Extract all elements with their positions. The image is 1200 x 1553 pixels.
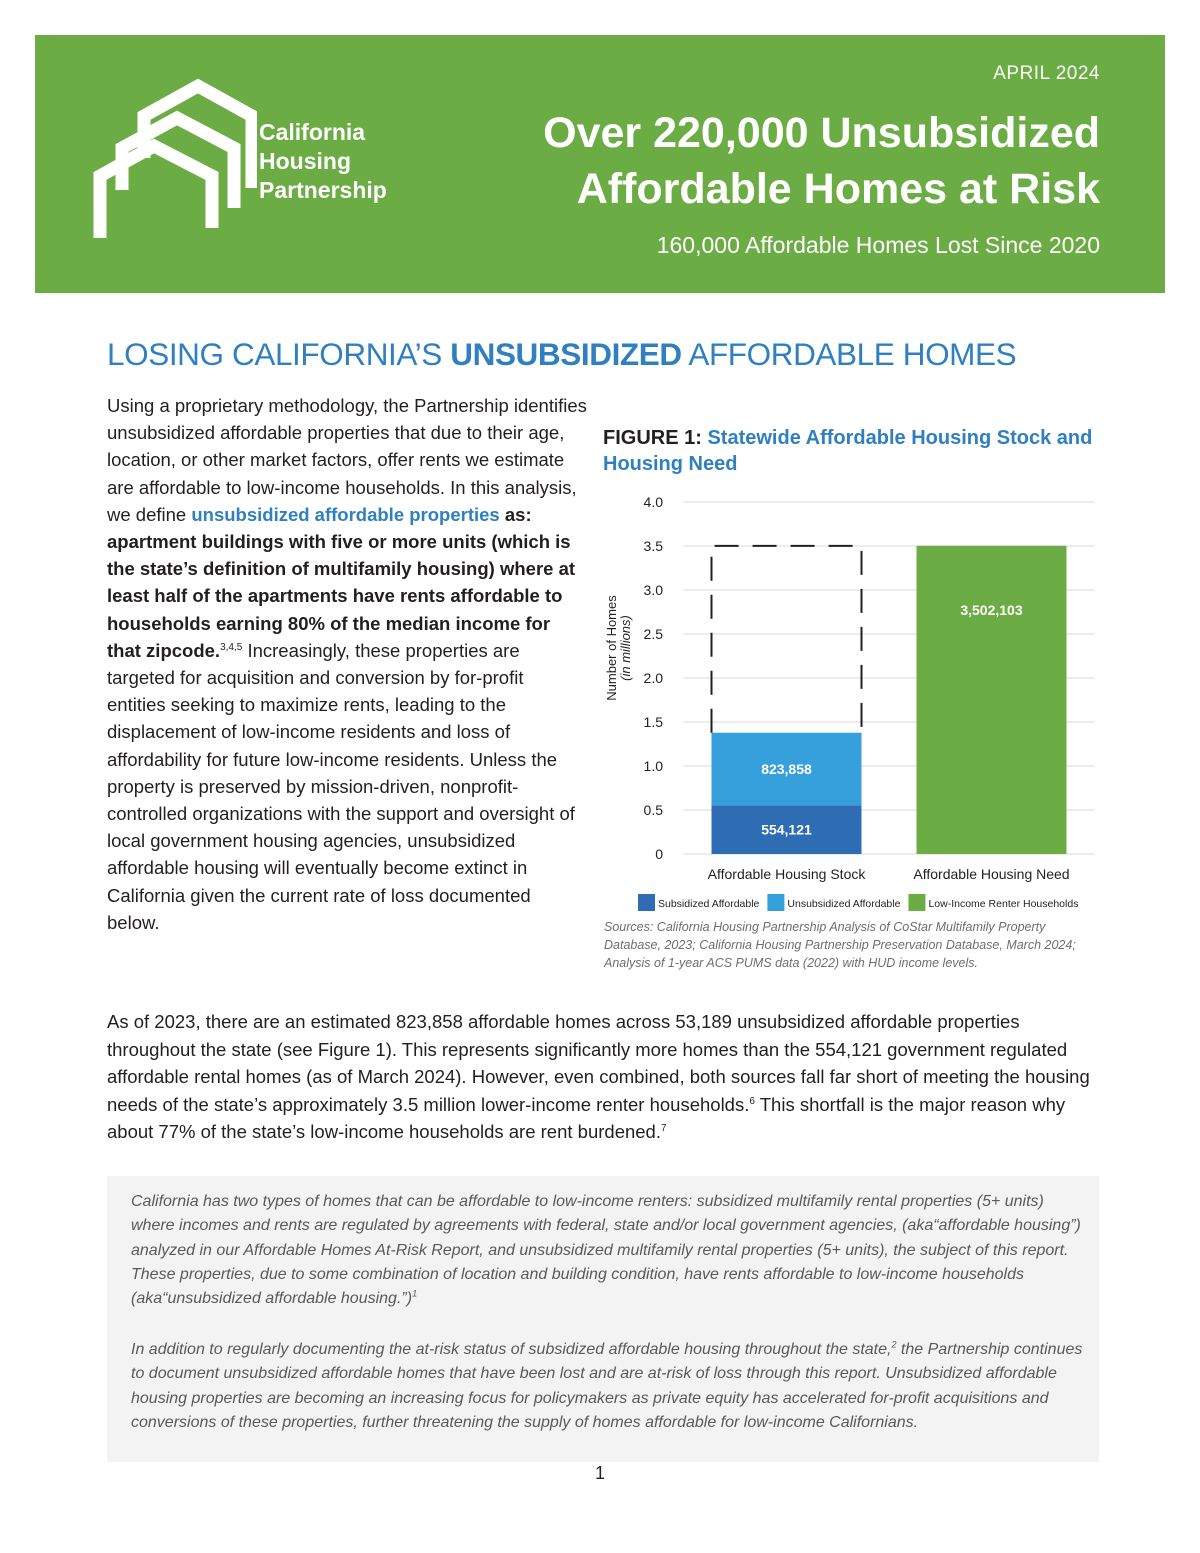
intro-text: Increasingly, these properties are targeted for acquisition and conversion by for-profit entities seeking to maximize rents, leading to the displacement of low-income residents and loss of affordability for future low-income residents. Unless the property is preserved by mission-driven, nonprofit-controlled organizations with the support and oversight of local government housing agencies, unsubsidized affordable housing will eventually become extinct in California given the current rate of loss documented below. bbox=[107, 639, 575, 933]
org-name-line: Partnership bbox=[259, 177, 387, 203]
y-tick-label: 1.5 bbox=[643, 714, 663, 730]
callout-paragraph bbox=[131, 1190, 1086, 1311]
bar-data-label: 554,121 bbox=[761, 821, 812, 838]
y-axis-label: Number of Homes bbox=[604, 595, 619, 701]
y-tick-label: 1.0 bbox=[643, 758, 663, 774]
need-gap-outline bbox=[712, 546, 862, 733]
footnote-ref: 3,4,5 bbox=[220, 641, 243, 653]
org-name bbox=[259, 118, 387, 205]
figure-title bbox=[603, 425, 1093, 477]
title-line: Over 220,000 Unsubsidized bbox=[543, 109, 1100, 157]
y-tick-label: 3.0 bbox=[643, 582, 663, 598]
callout-paragraph bbox=[131, 1338, 1086, 1435]
x-tick-label: Affordable Housing Stock bbox=[707, 866, 866, 882]
heading-part: LOSING CALIFORNIA’S bbox=[107, 336, 451, 372]
callout-text: the Partnership continues to document unsubsidized affordable homes that have been lost and are at-risk of loss through this report. Unsubsidized affordable housing properties are becoming an increasing focus for policymakers as private equity has accelerated for-profit acquisitions and conversions of these properties, further threatening the supply of homes affordable for low-income Californians. bbox=[131, 1341, 1083, 1431]
chart-bars bbox=[712, 546, 1067, 854]
bar-data-label: 3,502,103 bbox=[960, 601, 1023, 618]
y-tick-label: 2.0 bbox=[643, 670, 663, 686]
y-axis-sublabel: (in millions) bbox=[618, 615, 633, 681]
y-tick-label: 0.5 bbox=[643, 802, 663, 818]
chart-legend bbox=[638, 894, 1078, 911]
chart-y-ticks bbox=[644, 494, 664, 862]
legend-swatch bbox=[908, 894, 925, 911]
bar-data-label: 823,858 bbox=[761, 760, 812, 777]
callout-box bbox=[107, 1176, 1099, 1462]
org-name-line: Housing bbox=[259, 148, 351, 174]
page-number: 1 bbox=[594, 1463, 605, 1483]
legend-swatch bbox=[767, 894, 784, 911]
body-text: This shortfall is the major reason why about 77% of the state’s low-income households are rent burdened. bbox=[107, 1093, 1066, 1142]
chart-x-labels bbox=[708, 866, 1070, 882]
legend-swatch bbox=[638, 894, 655, 911]
report-subtitle: 160,000 Affordable Homes Lost Since 2020 bbox=[656, 232, 1100, 258]
y-tick-label: 4.0 bbox=[643, 494, 663, 510]
house-logo-icon bbox=[92, 78, 257, 243]
callout-text: In addition to regularly documenting the at-risk status of subsidized affordable housing throughout the state, bbox=[131, 1341, 892, 1358]
bar-segment bbox=[917, 546, 1067, 854]
figure-sources: Sources: California Housing Partnership Analysis of CoStar Multifamily Property Database, 2023; California Housing Partnership Preservation Database, March 2024; Analysis of 1-year ACS PUMS data (2022) with HUD income levels. bbox=[604, 920, 1076, 970]
report-date: APRIL 2024 bbox=[993, 63, 1100, 84]
legend-label: Low-Income Renter Households bbox=[928, 898, 1079, 910]
y-tick-label: 3.5 bbox=[643, 538, 663, 554]
x-tick-label: Affordable Housing Need bbox=[913, 866, 1070, 882]
intro-text: Using a proprietary methodology, the Partnership identifies unsubsidized affordable properties that due to their age, location, or other market factors, offer rents we estimate are affordable to low-income households. In this analysis, we define bbox=[107, 395, 587, 525]
report-title bbox=[543, 105, 1100, 217]
figure-caption: Statewide Affordable Housing Stock and Housing Need bbox=[603, 427, 1093, 475]
heading-part: AFFORDABLE HOMES bbox=[681, 336, 1017, 372]
org-name-line: California bbox=[259, 119, 366, 145]
title-line: Affordable Homes at Risk bbox=[576, 165, 1100, 213]
stacked-bar-chart bbox=[596, 488, 1101, 913]
intro-paragraph bbox=[107, 392, 587, 936]
callout-text: California has two types of homes that can be affordable to low-income renters: subsidized multifamily rental properties (5+ units) where incomes and rents are regulated by agreements with federal, state and/or local government agencies, (aka“affordable housing”) analyzed in our Affordable Homes At-Risk Report, and unsubsidized multifamily rental properties (5+ units), the subject of this report. These properties, due to some combination of location and building condition, have rents affordable to low-income households (aka“unsubsidized affordable housing.”) bbox=[131, 1193, 1081, 1308]
body-text: As of 2023, there are an estimated 823,858 affordable homes across 53,189 unsubsidized affordable properties throughout the state (see Figure 1). This represents significantly more homes than the 554,121 government regulated affordable rental homes (as of March 2024). However, even combined, both sources fall far short of meeting the housing needs of the state’s approximately 3.5 million lower-income renter households. bbox=[107, 1011, 1090, 1115]
footnote-ref: 6 bbox=[749, 1095, 755, 1107]
y-tick-label: 0 bbox=[655, 846, 663, 862]
body-paragraph bbox=[107, 1008, 1097, 1146]
definition-text: as: apartment buildings with five or more units (which is the state’s definition of multifamily housing) where at least half of the apartments have rents affordable to households earning 80% of the median income for that zipcode. bbox=[107, 503, 576, 661]
footnote-ref: 1 bbox=[412, 1288, 418, 1299]
definition-term: unsubsidized affordable properties bbox=[191, 503, 500, 525]
figure-label: FIGURE 1: bbox=[603, 427, 702, 449]
legend-label: Unsubsidized Affordable bbox=[787, 898, 901, 910]
footnote-ref: 2 bbox=[891, 1339, 897, 1350]
section-heading bbox=[107, 336, 1016, 373]
footnote-ref: 7 bbox=[661, 1122, 667, 1134]
y-tick-label: 2.5 bbox=[643, 626, 663, 642]
heading-emphasis: UNSUBSIDIZED bbox=[450, 336, 682, 372]
legend-label: Subsidized Affordable bbox=[658, 898, 760, 910]
